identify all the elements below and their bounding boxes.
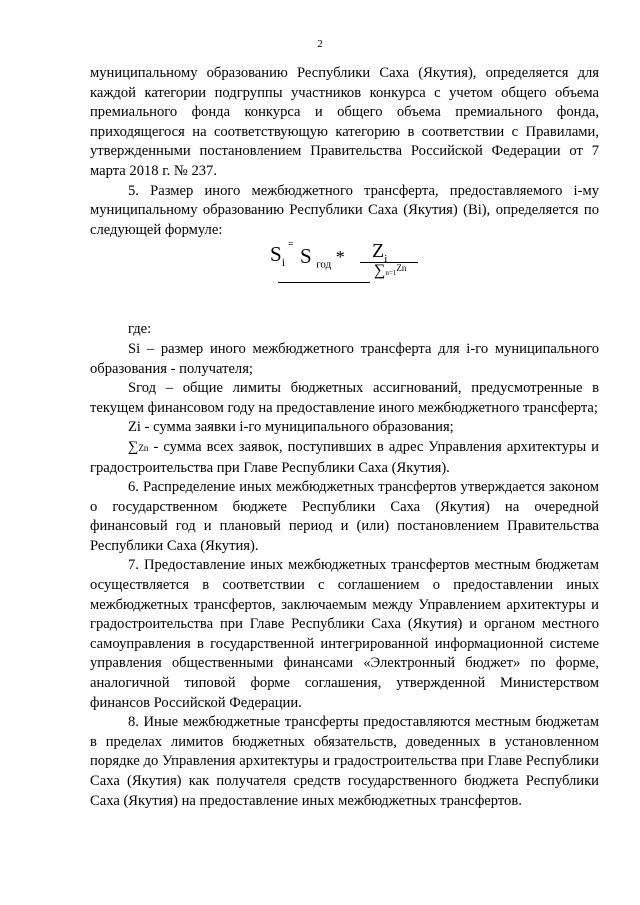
- formula-equals: =: [288, 239, 294, 251]
- document-body: [90, 64, 599, 811]
- paragraph-5: 5. Размер иного межбюджетного трансферта, предоставляемого i-му муниципальному образованию Республики Саха (Якутия) (Bi), определяется по следующей формуле:: [90, 182, 599, 238]
- definition-si: Si – размер иного межбюджетного трансферта для i-го муниципального образования - получателя;: [90, 340, 599, 377]
- paragraph-1: муниципальному образованию Республики Саха (Якутия), определяется для каждой категории подгруппы участников конкурса с учетом общего объема премиального фонда конкурса и общего объема премиального фонда, приходящегося на соответствующую категорию в соответствии с Правилами, утвержденными постановлением Правительства Российской Федерации от 7 марта 2018 г. № 237.: [90, 65, 599, 179]
- paragraph-6: 6. Распределение иных межбюджетных трансфертов утверждается законом о государственном бюджете Республики Саха (Якутия) на очередной финансовый год и плановый период и (или) постановлением Правительства Республики Саха (Якутия).: [90, 479, 599, 554]
- formula-lhs: $S_i$: [270, 242, 286, 270]
- formula-underline: [278, 282, 370, 283]
- formula-sgod: S $_{год}$ *: [300, 244, 345, 271]
- formula: [90, 240, 599, 320]
- definition-sum: ∑Zn - сумма всех заявок, поступивших в адрес Управления архитектуры и градостроительства при Главе Республики Саха (Якутия).: [90, 438, 599, 476]
- paragraph-7: 7. Предоставление иных межбюджетных трансфертов местным бюджетам осуществляется в соответствии с соглашением о предоставлении иных межбюджетных трансфертов, заключаемым между Управлением архитектуры и градостроительства при Главе Республики Саха (Якутия) и органом местного самоуправления в государственной интегрированной информационной системе управления общественными финансами «Электронный бюджет» по форме, аналогичной типовой форме соглашения, утвержденной Министерством финансов Российской Федерации.: [90, 557, 599, 711]
- page-number: 2: [317, 38, 323, 50]
- formula-denominator: $\sum n=1^{Zn}$: [374, 262, 407, 280]
- paragraph-8: 8. Иные межбюджетные трансферты предоставляются местным бюджетам в пределах лимитов бюджетных обязательств, доведенных в установленном порядке до Управления архитектуры и градостроительства при Главе Республики Саха (Якутия) как получателя средств государственного бюджета Республики Саха (Якутия) на предоставление иных межбюджетных трансфертов.: [90, 714, 599, 809]
- definition-zi: Zi - сумма заявки i-го муниципального образования;: [128, 419, 454, 436]
- where-label: где:: [128, 321, 152, 338]
- definition-sgod: Sгод – общие лимиты бюджетных ассигнований, предусмотренные в текущем финансовом году на предоставление иного межбюджетного трансферта;: [90, 380, 599, 416]
- formula-numerator: $Z_i$: [372, 240, 388, 266]
